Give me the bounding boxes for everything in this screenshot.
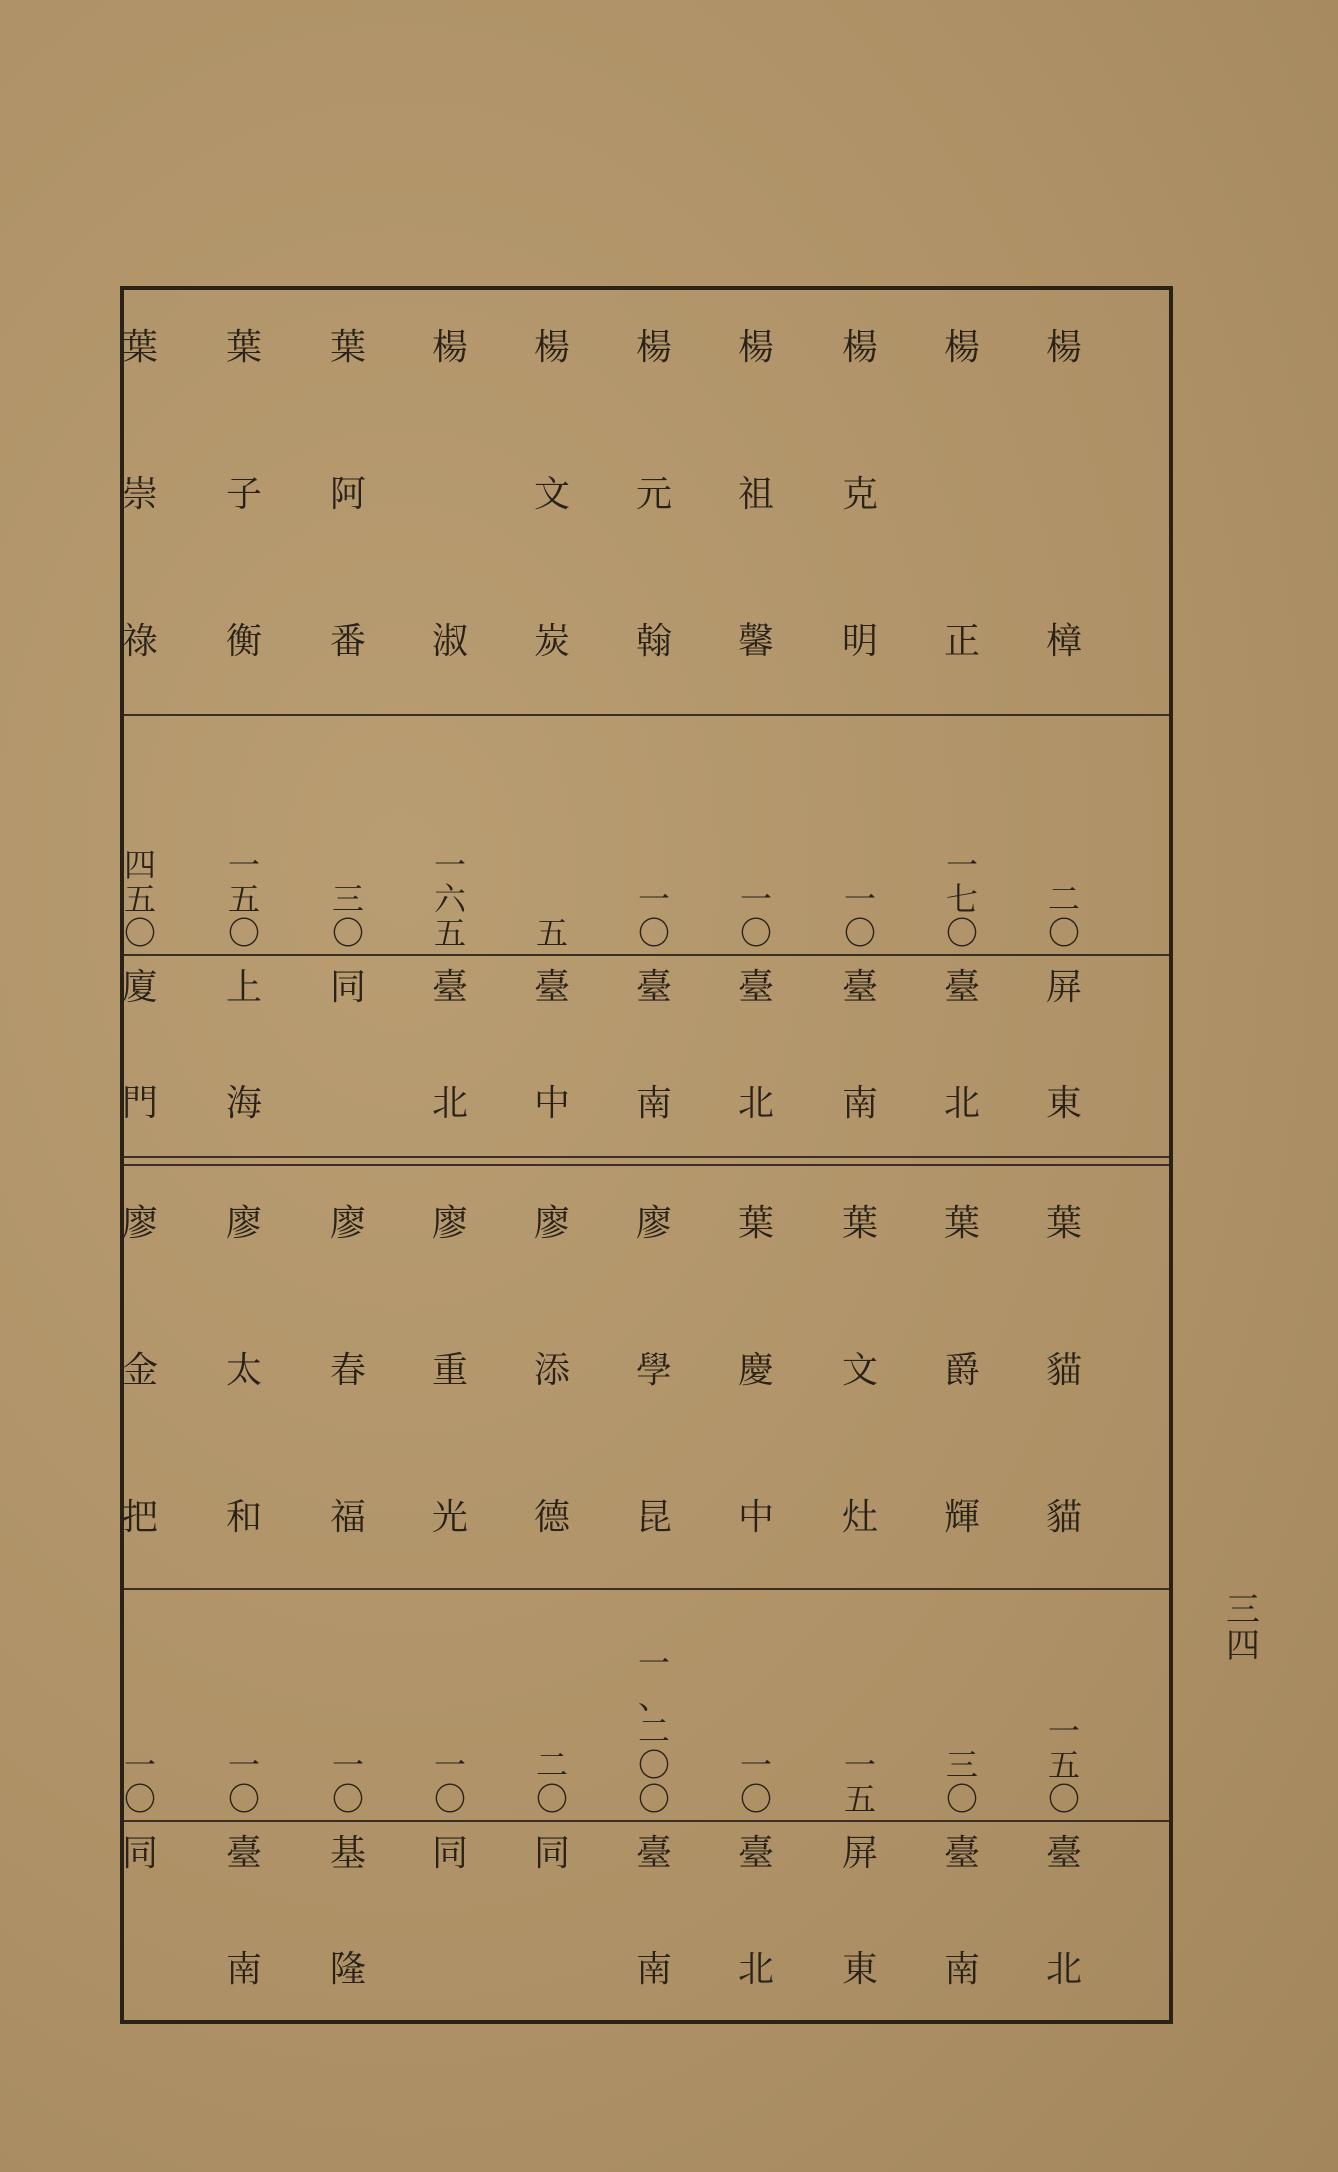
bottom_rows-name (917, 1203, 1007, 1538)
bottom_rows-amount (1019, 1646, 1109, 1816)
top_rows-place (815, 967, 905, 1124)
name-char: 楊 (431, 327, 468, 368)
amount-digit: 一 (637, 1644, 670, 1682)
amount-digit: 一 (945, 846, 978, 884)
name-char: 葉 (225, 327, 262, 368)
name-char: 灶 (841, 1497, 878, 1538)
name-char: 葉 (737, 1203, 774, 1244)
amount-digit: 五 (843, 1780, 876, 1818)
place-char: 臺 (943, 1833, 980, 1874)
bottom_rows-place (609, 1833, 699, 1990)
bottom_rows-name (303, 1203, 393, 1538)
page-number (1218, 1592, 1268, 1664)
name-char: 貓 (1045, 1497, 1082, 1538)
name-char: 德 (533, 1497, 570, 1538)
place-char: 南 (635, 1083, 672, 1124)
top_rows-amount (1019, 780, 1109, 950)
bottom_rows-name (405, 1203, 495, 1538)
name-char: 阿 (329, 474, 366, 515)
name-char: 廖 (121, 1203, 158, 1244)
place-char: 中 (533, 1083, 570, 1124)
name-char: 馨 (737, 621, 774, 662)
bottom_rows-amount (199, 1646, 289, 1816)
top_rows-place (199, 967, 289, 1124)
place-char: 臺 (635, 1833, 672, 1874)
place-char: 同 (121, 1833, 158, 1874)
amount-digit: 三 (331, 880, 364, 918)
amount-digit: 七 (945, 880, 978, 918)
bottom_rows-amount (303, 1646, 393, 1816)
place-char: 臺 (635, 967, 672, 1008)
name-char: 葉 (841, 1203, 878, 1244)
amount-digit: 一 (739, 880, 772, 918)
name-char: 福 (329, 1497, 366, 1538)
name-char: 楊 (1045, 327, 1082, 368)
bottom_rows-name (1019, 1203, 1109, 1538)
place-char: 同 (533, 1833, 570, 1874)
bottom_rows-name (711, 1203, 801, 1538)
place-char: 同 (431, 1833, 468, 1874)
name-char: 楊 (635, 327, 672, 368)
amount-digit: 一 (123, 1746, 156, 1784)
bottom_rows-amount (95, 1646, 185, 1816)
bottom_rows-place (303, 1833, 393, 1990)
place-char: 門 (121, 1083, 158, 1124)
place-char: 基 (329, 1833, 366, 1874)
place-char: 臺 (943, 967, 980, 1008)
amount-digit: 一 (227, 1746, 260, 1784)
amount-digit: 〇 (945, 1780, 978, 1818)
top_rows-amount (405, 780, 495, 950)
name-char: 文 (841, 1350, 878, 1391)
place-char: 隆 (329, 1949, 366, 1990)
amount-digit: 〇 (739, 1780, 772, 1818)
amount-digit: 一 (637, 880, 670, 918)
amount-digit: 二 (1047, 880, 1080, 918)
name-char: 楊 (533, 327, 570, 368)
amount-digit: 五 (227, 880, 260, 918)
place-char: 北 (737, 1949, 774, 1990)
rule-section-divider-2 (124, 1164, 1169, 1166)
name-char: 子 (225, 474, 262, 515)
bottom_rows-amount (405, 1646, 495, 1816)
top_rows-name (405, 327, 495, 662)
name-char: 明 (841, 621, 878, 662)
name-char: 把 (121, 1497, 158, 1538)
name-char: 學 (635, 1350, 672, 1391)
place-char: 臺 (533, 967, 570, 1008)
name-char: 樟 (1045, 621, 1082, 662)
place-char: 南 (841, 1083, 878, 1124)
bottom_rows-place (199, 1833, 289, 1990)
name-char: 昆 (635, 1497, 672, 1538)
amount-digit: 〇 (123, 914, 156, 952)
place-char: 臺 (1045, 1833, 1082, 1874)
name-char: 春 (329, 1350, 366, 1391)
name-char: 文 (533, 474, 570, 515)
bottom_rows-place (95, 1833, 185, 1874)
rule-amounts-top (124, 954, 1169, 956)
rule-names-bottom (124, 1588, 1169, 1590)
bottom_rows-name (609, 1203, 699, 1538)
name-char: 衡 (225, 621, 262, 662)
top_rows-place (95, 967, 185, 1124)
amount-digit: 〇 (843, 914, 876, 952)
top_rows-name (199, 327, 289, 662)
spacer (444, 477, 455, 513)
name-char: 和 (225, 1497, 262, 1538)
bottom_rows-name (507, 1203, 597, 1538)
name-char: 崇 (121, 474, 158, 515)
place-char: 同 (329, 967, 366, 1008)
amount-digit: 〇 (637, 1780, 670, 1818)
place-char: 北 (1045, 1949, 1082, 1990)
donor-table (120, 286, 1173, 2024)
amount-digit: 一 (433, 1746, 466, 1784)
name-char: 正 (943, 621, 980, 662)
amount-digit: 〇 (433, 1780, 466, 1818)
amount-digit: 〇 (227, 914, 260, 952)
name-char: 葉 (121, 327, 158, 368)
amount-digit: 五 (535, 914, 568, 952)
top_rows-amount (917, 780, 1007, 950)
name-char: 楊 (943, 327, 980, 368)
name-char: 爵 (943, 1350, 980, 1391)
name-char: 太 (225, 1350, 262, 1391)
place-char: 南 (943, 1949, 980, 1990)
name-char: 炭 (533, 621, 570, 662)
rule-names-top (124, 714, 1169, 716)
bottom_rows-name (815, 1203, 905, 1538)
spacer (1058, 477, 1069, 513)
rule-section-divider (124, 1156, 1169, 1158)
bottom_rows-place (1019, 1833, 1109, 1990)
top_rows-place (1019, 967, 1109, 1124)
top_rows-amount (199, 780, 289, 950)
amount-digit: 〇 (535, 1780, 568, 1818)
bottom_rows-place (405, 1833, 495, 1874)
amount-digit: 〇 (227, 1780, 260, 1818)
amount-digit: 三 (945, 1746, 978, 1784)
bottom_rows-amount (917, 1646, 1007, 1816)
bottom_rows-place (711, 1833, 801, 1990)
name-char: 葉 (943, 1203, 980, 1244)
top_rows-name (815, 327, 905, 662)
place-char: 海 (225, 1083, 262, 1124)
amount-digit: 〇 (1047, 914, 1080, 952)
amount-digit: 一 (739, 1746, 772, 1784)
place-char: 臺 (841, 967, 878, 1008)
place-char: 東 (841, 1949, 878, 1990)
bottom_rows-name (95, 1203, 185, 1538)
name-char: 廖 (635, 1203, 672, 1244)
amount-digit: 一 (843, 880, 876, 918)
bottom_rows-place (507, 1833, 597, 1874)
name-char: 淑 (431, 621, 468, 662)
bottom_rows-name (199, 1203, 289, 1538)
bottom_rows-place (815, 1833, 905, 1990)
amount-digit: 〇 (1047, 1780, 1080, 1818)
amount-digit: 四 (123, 846, 156, 884)
name-char: 慶 (737, 1350, 774, 1391)
amount-digit: 〇 (331, 914, 364, 952)
amount-digit: 一 (1047, 1712, 1080, 1750)
name-char: 光 (431, 1497, 468, 1538)
amount-digit: 一 (843, 1746, 876, 1784)
top_rows-name (917, 327, 1007, 662)
name-char: 廖 (533, 1203, 570, 1244)
name-char: 中 (737, 1497, 774, 1538)
place-char: 北 (431, 1083, 468, 1124)
place-char: 廈 (121, 967, 158, 1008)
name-char: 祿 (121, 621, 158, 662)
place-char: 臺 (225, 1833, 262, 1874)
place-char: 北 (737, 1083, 774, 1124)
top_rows-amount (303, 780, 393, 950)
top_rows-amount (507, 780, 597, 950)
top_rows-name (507, 327, 597, 662)
name-char: 克 (841, 474, 878, 515)
amount-digit: 一 (433, 846, 466, 884)
amount-digit: 〇 (637, 1746, 670, 1784)
place-char: 屏 (841, 1833, 878, 1874)
amount-digit: 一 (331, 1746, 364, 1784)
place-char: 上 (225, 967, 262, 1008)
name-char: 番 (329, 621, 366, 662)
amount-digit: 五 (1047, 1746, 1080, 1784)
top_rows-amount (609, 780, 699, 950)
top_rows-amount (95, 780, 185, 950)
page-number-char: 四 (1226, 1626, 1260, 1666)
name-char: 重 (431, 1350, 468, 1391)
amount-digit: 〇 (123, 1780, 156, 1818)
spacer (956, 477, 967, 513)
bottom_rows-amount (609, 1646, 699, 1816)
name-char: 貓 (1045, 1350, 1082, 1391)
name-char: 廖 (225, 1203, 262, 1244)
place-char: 東 (1045, 1083, 1082, 1124)
name-char: 楊 (737, 327, 774, 368)
amount-digit: 〇 (331, 1780, 364, 1818)
amount-digit: 五 (433, 914, 466, 952)
top_rows-place (917, 967, 1007, 1124)
amount-digit: 、 (637, 1678, 670, 1716)
name-char: 廖 (329, 1203, 366, 1244)
top_rows-name (95, 327, 185, 662)
place-char: 臺 (737, 967, 774, 1008)
name-char: 金 (121, 1350, 158, 1391)
page-number-char: 三 (1226, 1590, 1260, 1630)
name-char: 添 (533, 1350, 570, 1391)
top_rows-amount (815, 780, 905, 950)
name-char: 翰 (635, 621, 672, 662)
name-char: 輝 (943, 1497, 980, 1538)
amount-digit: 二 (535, 1746, 568, 1784)
name-char: 元 (635, 474, 672, 515)
amount-digit: 五 (123, 880, 156, 918)
top_rows-place (711, 967, 801, 1124)
place-char: 北 (943, 1083, 980, 1124)
amount-digit: 六 (433, 880, 466, 918)
name-char: 祖 (737, 474, 774, 515)
rule-amounts-bottom (124, 1820, 1169, 1822)
name-char: 廖 (431, 1203, 468, 1244)
bottom_rows-amount (815, 1646, 905, 1816)
amount-digit: 〇 (637, 914, 670, 952)
top_rows-place (405, 967, 495, 1124)
top_rows-name (1019, 327, 1109, 662)
bottom_rows-amount (507, 1646, 597, 1816)
name-char: 葉 (329, 327, 366, 368)
top_rows-name (609, 327, 699, 662)
place-char: 臺 (431, 967, 468, 1008)
amount-digit: 〇 (945, 914, 978, 952)
name-char: 楊 (841, 327, 878, 368)
top_rows-name (711, 327, 801, 662)
amount-digit: 二 (637, 1712, 670, 1750)
top_rows-place (303, 967, 393, 1008)
bottom_rows-amount (711, 1646, 801, 1816)
place-char: 南 (225, 1949, 262, 1990)
amount-digit: 〇 (739, 914, 772, 952)
top_rows-place (609, 967, 699, 1124)
name-char: 葉 (1045, 1203, 1082, 1244)
amount-digit: 一 (227, 846, 260, 884)
top_rows-amount (711, 780, 801, 950)
place-char: 屏 (1045, 967, 1082, 1008)
top_rows-name (303, 327, 393, 662)
place-char: 南 (635, 1949, 672, 1990)
place-char: 臺 (737, 1833, 774, 1874)
top_rows-place (507, 967, 597, 1124)
bottom_rows-place (917, 1833, 1007, 1990)
